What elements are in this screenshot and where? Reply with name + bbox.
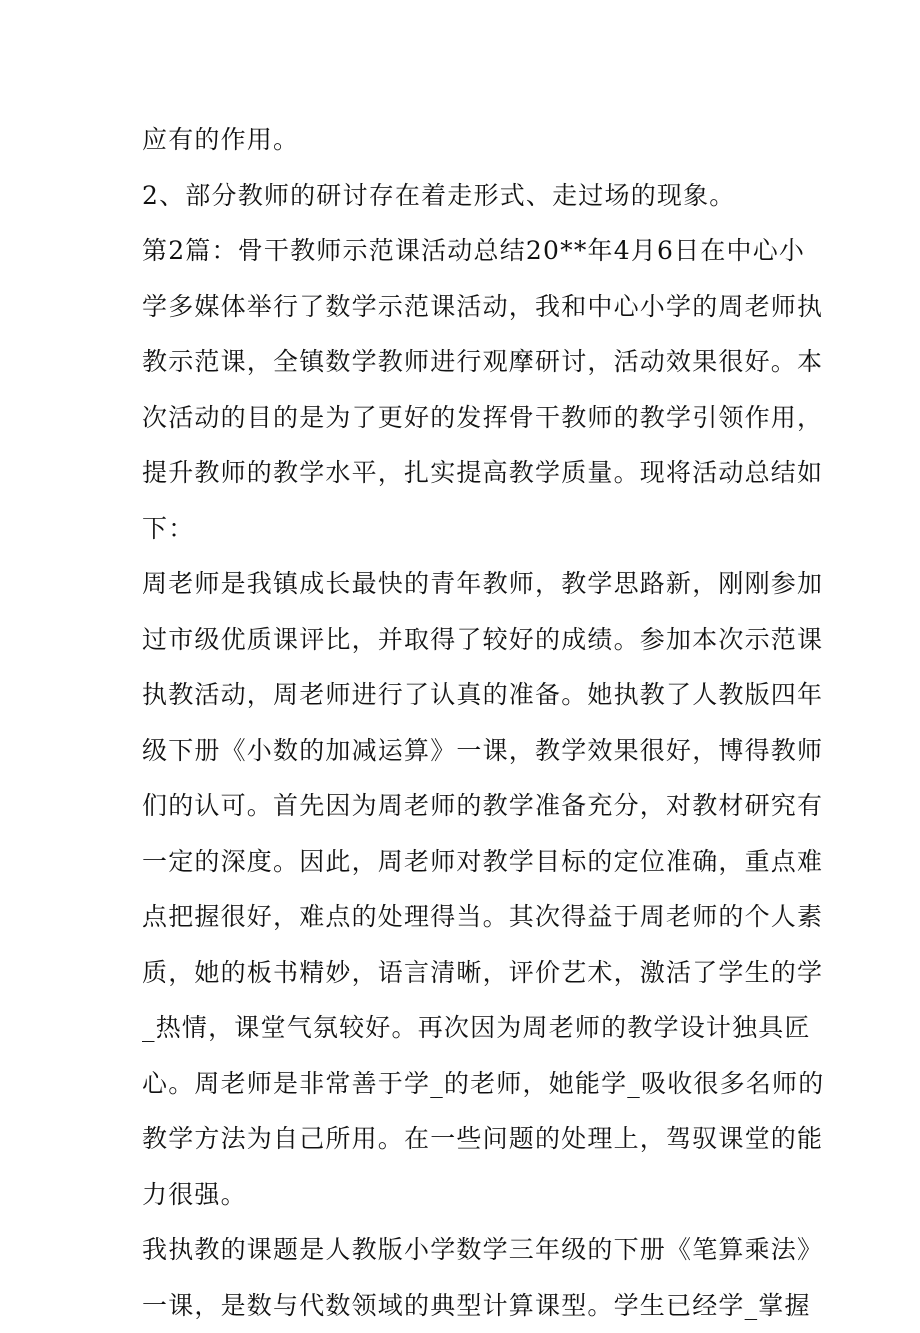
text-line: 质，她的板书精妙，语言清晰，评价艺术，激活了学生的学 — [142, 945, 822, 1001]
text-line: 第2篇：骨干教师示范课活动总结20**年4月6日在中心小 — [142, 223, 822, 279]
text-line: 力很强。 — [142, 1167, 822, 1223]
text-line: 周老师是我镇成长最快的青年教师，教学思路新，刚刚参加 — [142, 556, 822, 612]
text-line: 执教活动，周老师进行了认真的准备。她执教了人教版四年 — [142, 667, 822, 723]
document-body — [142, 112, 822, 1333]
text-line: 次活动的目的是为了更好的发挥骨干教师的教学引领作用， — [142, 390, 822, 446]
text-line: 学多媒体举行了数学示范课活动，我和中心小学的周老师执 — [142, 279, 822, 335]
text-line: 我执教的课题是人教版小学数学三年级的下册《笔算乘法》 — [142, 1222, 822, 1278]
text-line: 点把握很好，难点的处理得当。其次得益于周老师的个人素 — [142, 889, 822, 945]
text-line: 心。周老师是非常善于学_的老师，她能学_吸收很多名师的 — [142, 1056, 822, 1112]
text-line: 一定的深度。因此，周老师对教学目标的定位准确，重点难 — [142, 834, 822, 890]
text-line: _热情，课堂气氛较好。再次因为周老师的教学设计独具匠 — [142, 1000, 822, 1056]
text-line: 提升教师的教学水平，扎实提高教学质量。现将活动总结如 — [142, 445, 822, 501]
text-line: 应有的作用。 — [142, 112, 822, 168]
text-line: 们的认可。首先因为周老师的教学准备充分，对教材研究有 — [142, 778, 822, 834]
text-line: 一课，是数与代数领域的典型计算课型。学生已经学_掌握 — [142, 1278, 822, 1333]
text-line: 教学方法为自己所用。在一些问题的处理上，驾驭课堂的能 — [142, 1111, 822, 1167]
text-line: 教示范课，全镇数学教师进行观摩研讨，活动效果很好。本 — [142, 334, 822, 390]
text-line: 级下册《小数的加减运算》一课，教学效果很好，博得教师 — [142, 723, 822, 779]
text-line: 2、部分教师的研讨存在着走形式、走过场的现象。 — [142, 168, 822, 224]
text-line: 过市级优质课评比，并取得了较好的成绩。参加本次示范课 — [142, 612, 822, 668]
text-line: 下： — [142, 501, 822, 557]
